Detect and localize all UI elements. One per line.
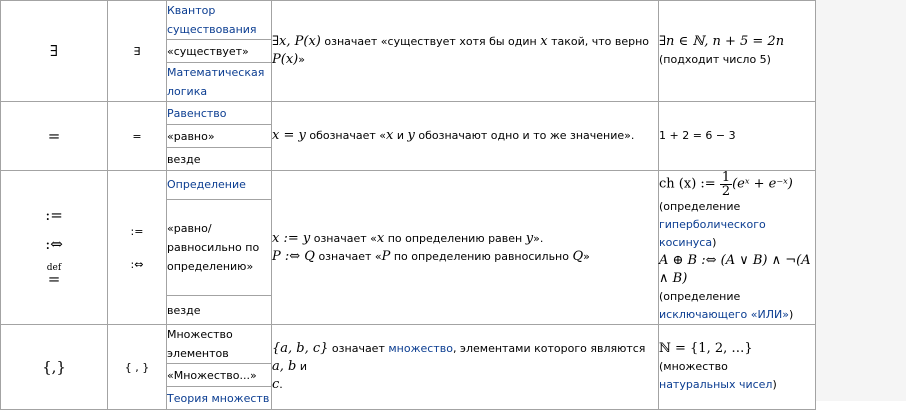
assign-code: := [130,224,144,238]
table-row [1,325,816,364]
symbol-cell [1,102,108,171]
reading-label: «равно» [167,129,215,143]
symbol-cell [1,325,108,410]
example-cell [659,325,816,410]
description-cell [272,325,659,410]
reading-label: «существует» [167,44,249,58]
fraction-one-half [720,171,732,198]
math-expr: ∃x, P(x) [272,34,321,49]
def-equals: = [47,270,61,288]
reading-label: «равно/ равносильно по определению» [167,221,260,273]
link-set-theory[interactable]: Теория множеств [167,391,270,405]
link-hyperbolic-cosine[interactable]: гиперболического косинуса [659,218,766,249]
math-expr: {a, b, c} [272,341,329,356]
name-cell [167,364,272,387]
exists-symbol: ∃ [49,42,59,60]
table-row [1,102,816,125]
def-equals-symbol [1,264,107,289]
math-expr: ∃n ∈ ℕ, n + 5 = 2n [659,34,785,49]
desc-text: такой, что верно [547,35,650,48]
fraction-numerator: 1 [721,170,731,185]
math-expr: ℕ = {1, 2, …} [659,341,753,356]
example-text: ) [772,378,777,391]
math-expr: x [386,128,394,143]
table-row [1,171,816,200]
def-superscript: def [46,263,62,273]
example-text: (подходит число 5) [659,53,771,66]
desc-text: означает « [314,249,382,263]
desc-text: и [393,129,408,142]
domain-label: везде [167,152,201,166]
right-margin-panel [815,0,906,401]
link-equality[interactable]: Равенство [167,106,227,120]
desc-text: по определению равносильно [390,249,573,263]
link-exclusive[interactable]: исключающего [659,308,748,321]
name-cell [167,40,272,63]
code-cell [108,1,167,102]
desc-text: означает [328,342,389,355]
math-expr: A ⊕ B :⇔ (A ∨ B) ∧ ¬(A ∧ B) [659,253,811,286]
code-cell [108,102,167,171]
example-cell [659,102,816,171]
symbol-cell [1,171,108,325]
name-cell [167,1,272,40]
table-row [1,1,816,40]
example-text: (определение [659,290,741,303]
math-expr: y [525,230,534,246]
example-cell [659,171,816,325]
assign-symbol: := [45,206,63,224]
name-cell [167,102,272,125]
desc-text: . [279,378,283,391]
example-text: ) [788,308,794,321]
name-cell [167,171,272,200]
description-cell [272,102,659,171]
desc-text: означает « [310,231,377,245]
link-or[interactable]: «ИЛИ» [750,308,789,321]
math-expr: ch (x) := [659,176,720,192]
example-text: 1 + 2 = 6 − 3 [659,129,736,142]
example-text: (множество [659,360,728,373]
desc-text: » [583,249,590,263]
math-expr: c [272,377,280,392]
name-cell [167,125,272,148]
link-definition[interactable]: Определение [167,178,246,192]
math-expr: Q [572,248,584,264]
example-text: (определение [659,200,741,213]
math-expr: x := y [272,230,311,246]
equals-symbol: = [47,127,61,145]
math-expr: x = y [272,128,306,143]
math-expr: P(x) [272,52,299,67]
math-expr: P [381,248,391,264]
desc-text: по определению равен [384,231,526,245]
iff-def-symbol: :⇔ [45,235,63,253]
math-expr: x [376,230,385,246]
math-expr: a, b [272,359,297,374]
reading-label: «Множество...» [167,368,257,382]
math-expr: y [407,128,415,143]
link-mathematical-logic[interactable]: Математическая логика [167,66,265,98]
desc-text: » [298,53,305,66]
equals-code: = [132,129,142,143]
description-cell [272,1,659,102]
math-expr: x [540,34,548,49]
code-cell [108,171,167,325]
name-cell [167,148,272,171]
set-braces-code: { , } [124,360,150,374]
name-cell [167,63,272,102]
desc-text: обозначает « [305,129,387,142]
name-cell [167,387,272,410]
symbol-cell [1,1,108,102]
iff-def-code: :⇔ [130,257,144,271]
fraction-denominator: 2 [721,184,731,199]
link-natural-numbers[interactable]: натуральных чисел [659,378,773,391]
link-set[interactable]: множество [388,342,453,355]
code-cell [108,325,167,410]
exists-code: ∃ [133,44,141,58]
desc-text: обозначают одно и то же значение». [414,129,635,142]
link-existential-quantifier[interactable]: Квантор существования [167,4,257,36]
name-label: Множество элементов [167,328,233,360]
example-cell [659,1,816,102]
math-expr: P :⇔ Q [272,248,315,264]
domain-label: везде [167,303,201,317]
description-cell [272,171,659,325]
desc-text: означает «существует хотя бы один [320,35,541,48]
math-expr: (eˣ + e⁻ˣ) [732,176,793,192]
example-text: ) [712,236,717,249]
desc-text: ». [533,231,544,245]
desc-text: , элементами которого являются [452,342,646,355]
set-braces-symbol: {,} [42,358,66,376]
name-cell [167,325,272,364]
desc-text: и [296,360,307,373]
name-cell [167,296,272,325]
name-cell [167,199,272,295]
